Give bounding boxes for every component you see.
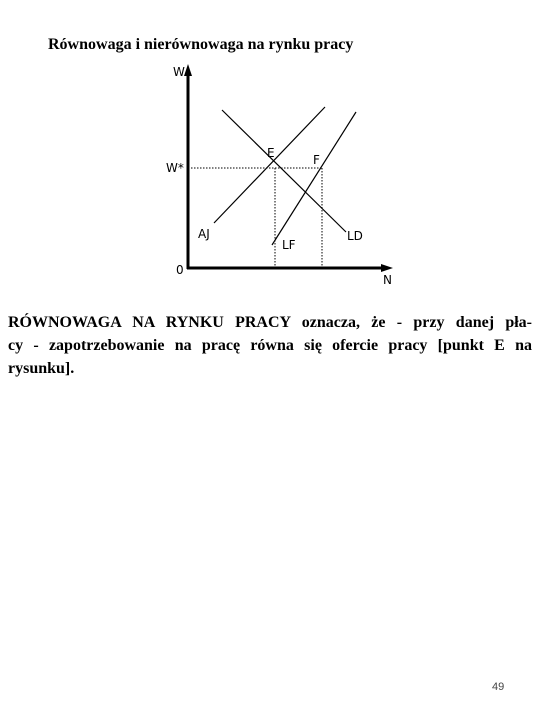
- x-axis-label: N: [383, 273, 392, 287]
- labor-market-diagram: [0, 0, 540, 300]
- y-axis-label: W: [173, 65, 185, 79]
- ld-label: LD: [347, 229, 363, 243]
- page-number: 49: [492, 681, 505, 693]
- paragraph-line: rysunku].: [8, 360, 75, 377]
- lf-label: LF: [282, 238, 296, 252]
- aj-label: AJ: [198, 227, 210, 241]
- wage-label: W*: [166, 161, 184, 175]
- definition-paragraph: [8, 311, 532, 380]
- point-f-label: F: [313, 153, 320, 167]
- paragraph-line: RÓWNOWAGA NA RYNKU PRACY oznacza, że - przy danej pła-: [8, 314, 532, 331]
- paragraph-line: cy - zapotrzebowanie na pracę równa się ofercie pracy [punkt E na: [8, 337, 532, 354]
- lf-labor-force-line: [272, 112, 356, 245]
- x-axis-arrow: [381, 264, 393, 272]
- origin-label: 0: [176, 263, 184, 277]
- point-e-label: E: [267, 146, 275, 160]
- page-title: Równowaga i nierównowaga na rynku pracy: [48, 36, 354, 53]
- y-axis-arrow: [184, 64, 192, 76]
- ld-demand-line: [222, 110, 346, 232]
- aj-supply-line: [214, 107, 325, 223]
